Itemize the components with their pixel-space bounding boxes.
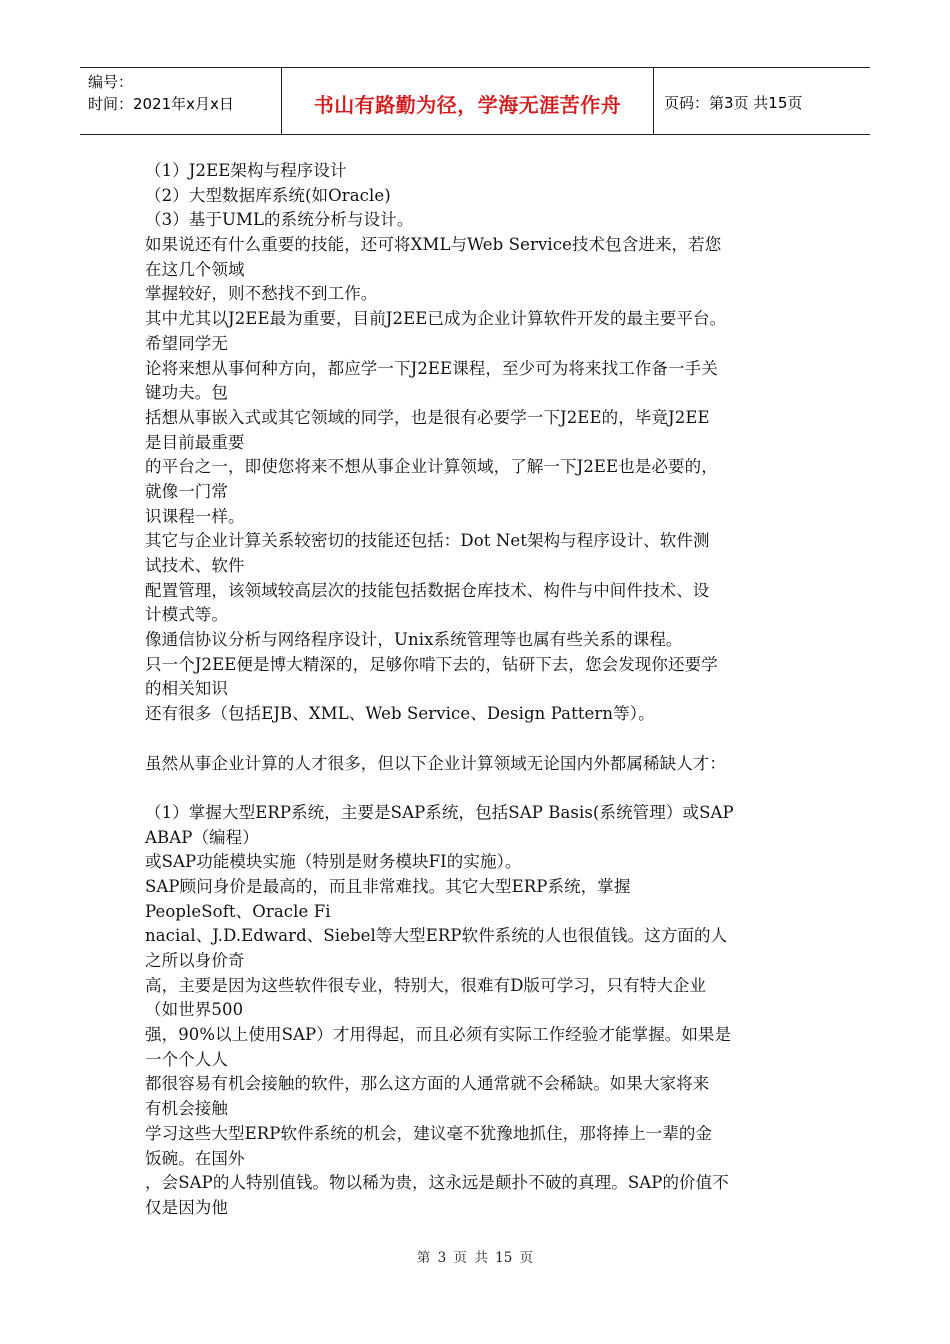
text-line: 一个个人人	[145, 1049, 228, 1069]
text-line: 还有很多（包括EJB、XML、Web Service、Design Pattern等）。	[145, 704, 655, 724]
text-line: （1）J2EE架构与程序设计	[145, 161, 347, 180]
text-line: 计模式等。	[145, 605, 228, 625]
text-line: ABAP（编程）	[145, 827, 259, 847]
text-line: 键功夫。包	[145, 383, 228, 403]
text-line	[145, 727, 813, 752]
text-line: 只一个J2EE便是博大精深的，足够你啃下去的，钻研下去，您会发现你还要学	[145, 654, 718, 674]
text-line: （如世界500	[145, 1000, 244, 1020]
text-line: 在这几个领域	[145, 259, 245, 279]
motto-text: 书山有路勤为径，学海无涯苦作舟	[313, 92, 622, 117]
text-line: 虽然从事企业计算的人才很多，但以下企业计算领域无论国内外都属稀缺人才：	[145, 753, 726, 773]
text-line: 饭碗。在国外	[145, 1148, 245, 1168]
text-line: （3）基于UML的系统分析与设计。	[145, 210, 414, 230]
text-line: 有机会接触	[145, 1099, 228, 1119]
text-line: 都很容易有机会接触的软件，那么这方面的人通常就不会稀缺。如果大家将来	[145, 1074, 710, 1094]
header-meta	[80, 68, 282, 134]
header-motto-cell	[282, 68, 654, 134]
text-line: 配置管理，该领域较高层次的技能包括数据仓库技术、构件与中间件技术、设	[145, 580, 710, 600]
text-line: PeopleSoft、Oracle Fi	[145, 901, 331, 921]
text-line: （2）大型数据库系统(如Oracle)	[145, 185, 391, 205]
document-header	[80, 67, 870, 135]
text-line: 高，主要是因为这些软件很专业，特别大，很难有D版可学习，只有特大企业	[145, 975, 707, 995]
text-line: 之所以身价奇	[145, 951, 245, 970]
number-label: 编号：	[88, 73, 134, 91]
text-line: 是目前最重要	[145, 432, 245, 452]
text-line: 如果说还有什么重要的技能，还可将XML与Web Service技术包含进来，若您	[145, 235, 722, 255]
text-line: 或SAP功能模块实施（特别是财务模块FI的实施）。	[145, 852, 522, 872]
text-line: 强，90%以上使用SAP）才用得起，而且必须有实际工作经验才能掌握。如果是	[145, 1025, 732, 1045]
text-line: 掌握较好，则不愁找不到工作。	[145, 284, 378, 304]
text-line: 其中尤其以J2EE最为重要，目前J2EE已成为企业计算软件开发的最主要平台。	[145, 309, 727, 329]
page-footer: 第 3 页 共 15 页	[416, 1250, 534, 1266]
document-body	[145, 159, 813, 1221]
text-line: 像通信协议分析与网络程序设计，Unix系统管理等也属有些关系的课程。	[145, 630, 683, 650]
text-line: 就像一门常	[145, 481, 228, 501]
text-line: ，会SAP的人特别值钱。物以稀为贵，这永远是颠扑不破的真理。SAP的价值不	[145, 1173, 729, 1193]
text-line: 的平台之一，即使您将来不想从事企业计算领域，了解一下J2EE也是必要的，	[145, 457, 718, 477]
text-line: SAP顾问身价是最高的，而且非常难找。其它大型ERP系统，掌握	[145, 876, 631, 896]
text-line: 的相关知识	[145, 679, 228, 699]
text-line: 其它与企业计算关系较密切的技能还包括：Dot Net架构与程序设计、软件测	[145, 531, 710, 551]
text-line: 希望同学无	[145, 333, 228, 353]
text-line: 识课程一样。	[145, 506, 245, 526]
text-line: 括想从事嵌入式或其它领域的同学，也是很有必要学一下J2EE的，毕竟J2EE	[145, 407, 710, 427]
text-line	[145, 776, 813, 801]
text-line: 试技术、软件	[145, 556, 245, 575]
header-page-info: 页码：第3页 共15页	[664, 94, 803, 112]
text-line: 论将来想从事何种方向，都应学一下J2EE课程，至少可为将来找工作备一手关	[145, 358, 718, 378]
text-line: （1）掌握大型ERP系统，主要是SAP系统，包括SAP Basis(系统管理）或SAP	[145, 802, 734, 822]
text-line: 仅是因为他	[145, 1197, 228, 1217]
text-line: nacial、J.D.Edward、Siebel等大型ERP软件系统的人也很值钱。这方面的人	[145, 926, 728, 946]
text-line: 学习这些大型ERP软件系统的机会，建议毫不犹豫地抓住，那将捧上一辈的金	[145, 1123, 713, 1143]
date-label: 时间：2021年x月x日	[88, 95, 234, 113]
